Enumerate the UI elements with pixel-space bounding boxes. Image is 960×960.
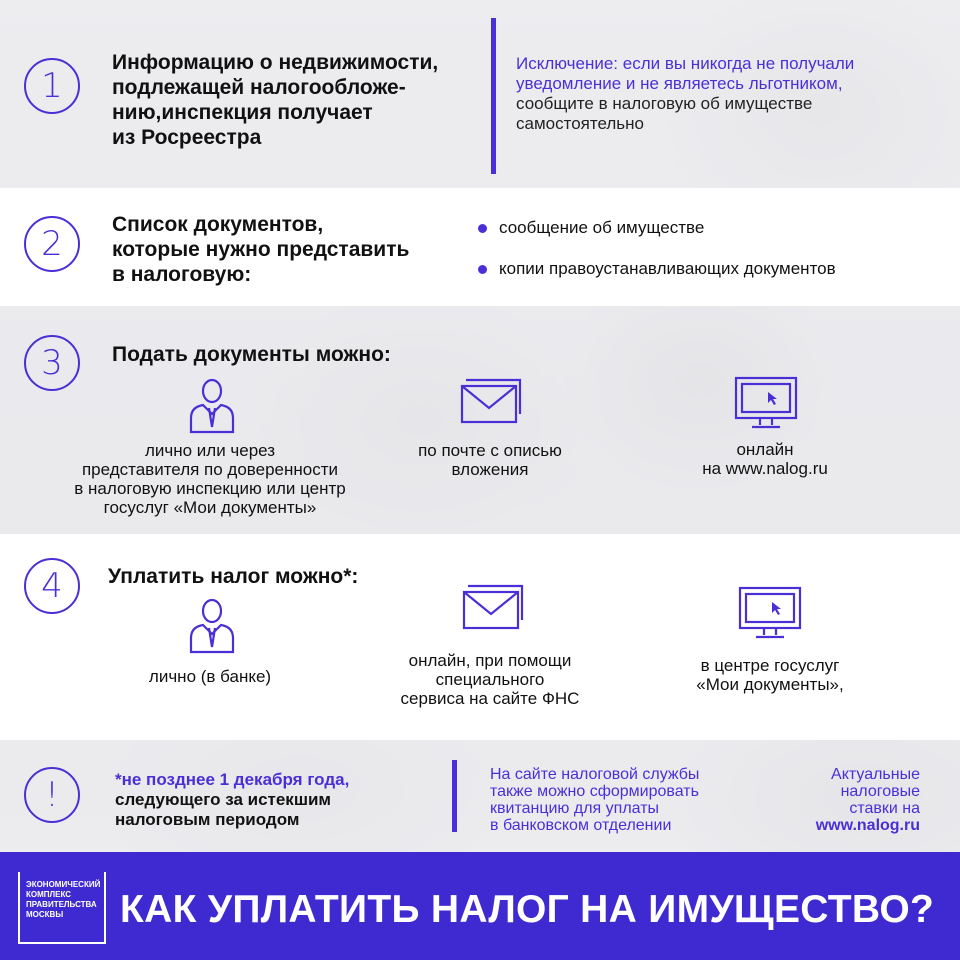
envelope-icon — [460, 378, 522, 424]
step4-number: 4 — [24, 558, 80, 614]
step1-heading: Информацию о недвижимости, подлежащей налогообложе- нию,инспекция получает из Росреестра — [112, 51, 439, 149]
monitor-icon — [734, 376, 798, 430]
step2-bullet-copies: копии правоустанавливающих документов — [478, 259, 836, 279]
page-title: КАК УПЛАТИТЬ НАЛОГ НА ИМУЩЕСТВО? — [120, 888, 935, 931]
step1-exception-note: Исключение: если вы никогда не получали уведомление и не являетесь льготником, сообщите в налоговую об имуществе самостоятельно — [516, 54, 855, 133]
step3-caption-in-person: лично или через представителя по доверенности в налоговую инспекцию или центр госуслуг «Мои документы» — [74, 441, 346, 517]
step4-heading: Уплатить налог можно*: — [108, 565, 359, 588]
step4-caption-bank: лично (в банке) — [148, 667, 272, 686]
step3-caption-mail: по почте с описью вложения — [418, 441, 562, 479]
person-icon — [186, 598, 238, 654]
step2-number: 2 — [24, 216, 80, 272]
step3-number: 3 — [24, 335, 80, 391]
nalog-link[interactable]: www.nalog.ru — [815, 817, 920, 834]
deadline-divider — [452, 760, 457, 832]
envelope-icon — [462, 584, 524, 630]
step1-number: 1 — [24, 58, 80, 114]
step4-caption-fns-online: онлайн, при помощи специального сервиса на сайте ФНС — [400, 651, 580, 708]
step1-divider — [491, 18, 496, 174]
monitor-icon — [738, 586, 802, 640]
person-icon — [186, 378, 238, 434]
step3-heading: Подать документы можно: — [112, 343, 391, 366]
government-logo: ЭКОНОМИЧЕСКИЙ КОМПЛЕКС ПРАВИТЕЛЬСТВА МОСКВЫ — [26, 880, 101, 919]
exclamation-icon: ! — [24, 767, 80, 823]
rates-note: Актуальные налоговые ставки на www.nalog.ru — [770, 766, 920, 834]
step3-caption-online: онлайн на www.nalog.ru — [702, 440, 828, 478]
receipt-note: На сайте налоговой службы также можно сформировать квитанцию для уплаты в банковском отделении — [490, 766, 700, 834]
step2-bullet-notice: сообщение об имуществе — [478, 218, 704, 238]
step2-heading: Список документов, которые нужно представить в налоговую: — [112, 213, 410, 286]
bullet-dot-icon — [478, 224, 487, 233]
bullet-dot-icon — [478, 265, 487, 274]
step4-caption-gosuslugi: в центре госуслуг «Мои документы», — [696, 656, 844, 694]
deadline-note: *не позднее 1 декабря года, следующего за истекшим налоговым периодом — [115, 770, 350, 829]
